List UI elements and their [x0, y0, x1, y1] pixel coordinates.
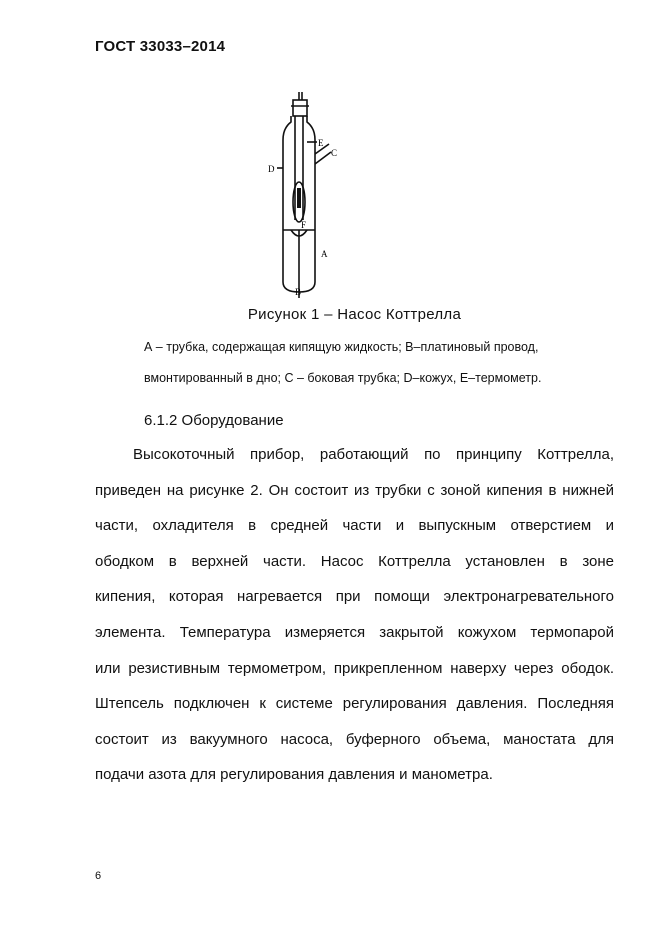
paragraph-line: состоит из вакуумного насоса, буферного объема, маностата для	[95, 730, 614, 748]
figure-legend-line-2: вмонтированный в дно; С – боковая трубка; D–кожух, E–термометр.	[144, 371, 542, 385]
paragraph-line: приведен на рисунке 2. Он состоит из трубки с зоной кипения в нижней	[95, 481, 614, 499]
document-header: ГОСТ 33033–2014	[95, 38, 226, 55]
paragraph-line: подачи азота для регулирования давления и манометра.	[95, 766, 493, 784]
figure-label-e: E	[318, 138, 324, 148]
figure-label-f: F	[301, 220, 307, 230]
paragraph-line: или резистивным термометром, прикрепленном наверху через ободок.	[95, 659, 614, 677]
figure-label-d: D	[268, 164, 275, 174]
body-paragraph	[95, 437, 614, 793]
paragraph-line: Высокоточный прибор, работающий по принципу Коттрелла,	[133, 446, 614, 463]
figure-legend-line-1: А – трубка, содержащая кипящую жидкость; В–платиновый провод,	[144, 340, 539, 354]
figure-label-a: A	[321, 249, 328, 259]
page-number: 6	[95, 870, 102, 882]
paragraph-line: части, охладителя в средней части и выпускным отверстием и	[95, 517, 614, 535]
paragraph-line: Штепсель подключен к системе регулирования давления. Последняя	[95, 695, 614, 713]
figure-caption: Рисунок 1 – Насос Коттрелла	[247, 306, 462, 323]
figure-label-c: C	[331, 148, 338, 158]
paragraph-line: кипения, которая нагревается при помощи электронагревательного	[95, 588, 614, 606]
figure-label-b: B	[295, 287, 302, 297]
section-heading: 6.1.2 Оборудование	[144, 412, 284, 429]
paragraph-line: элемента. Температура измеряется закрытой кожухом термопарой	[95, 623, 614, 641]
cottrell-pump-figure	[255, 92, 365, 302]
paragraph-line: ободком в верхней части. Насос Коттрелла установлен в зоне	[95, 552, 614, 570]
